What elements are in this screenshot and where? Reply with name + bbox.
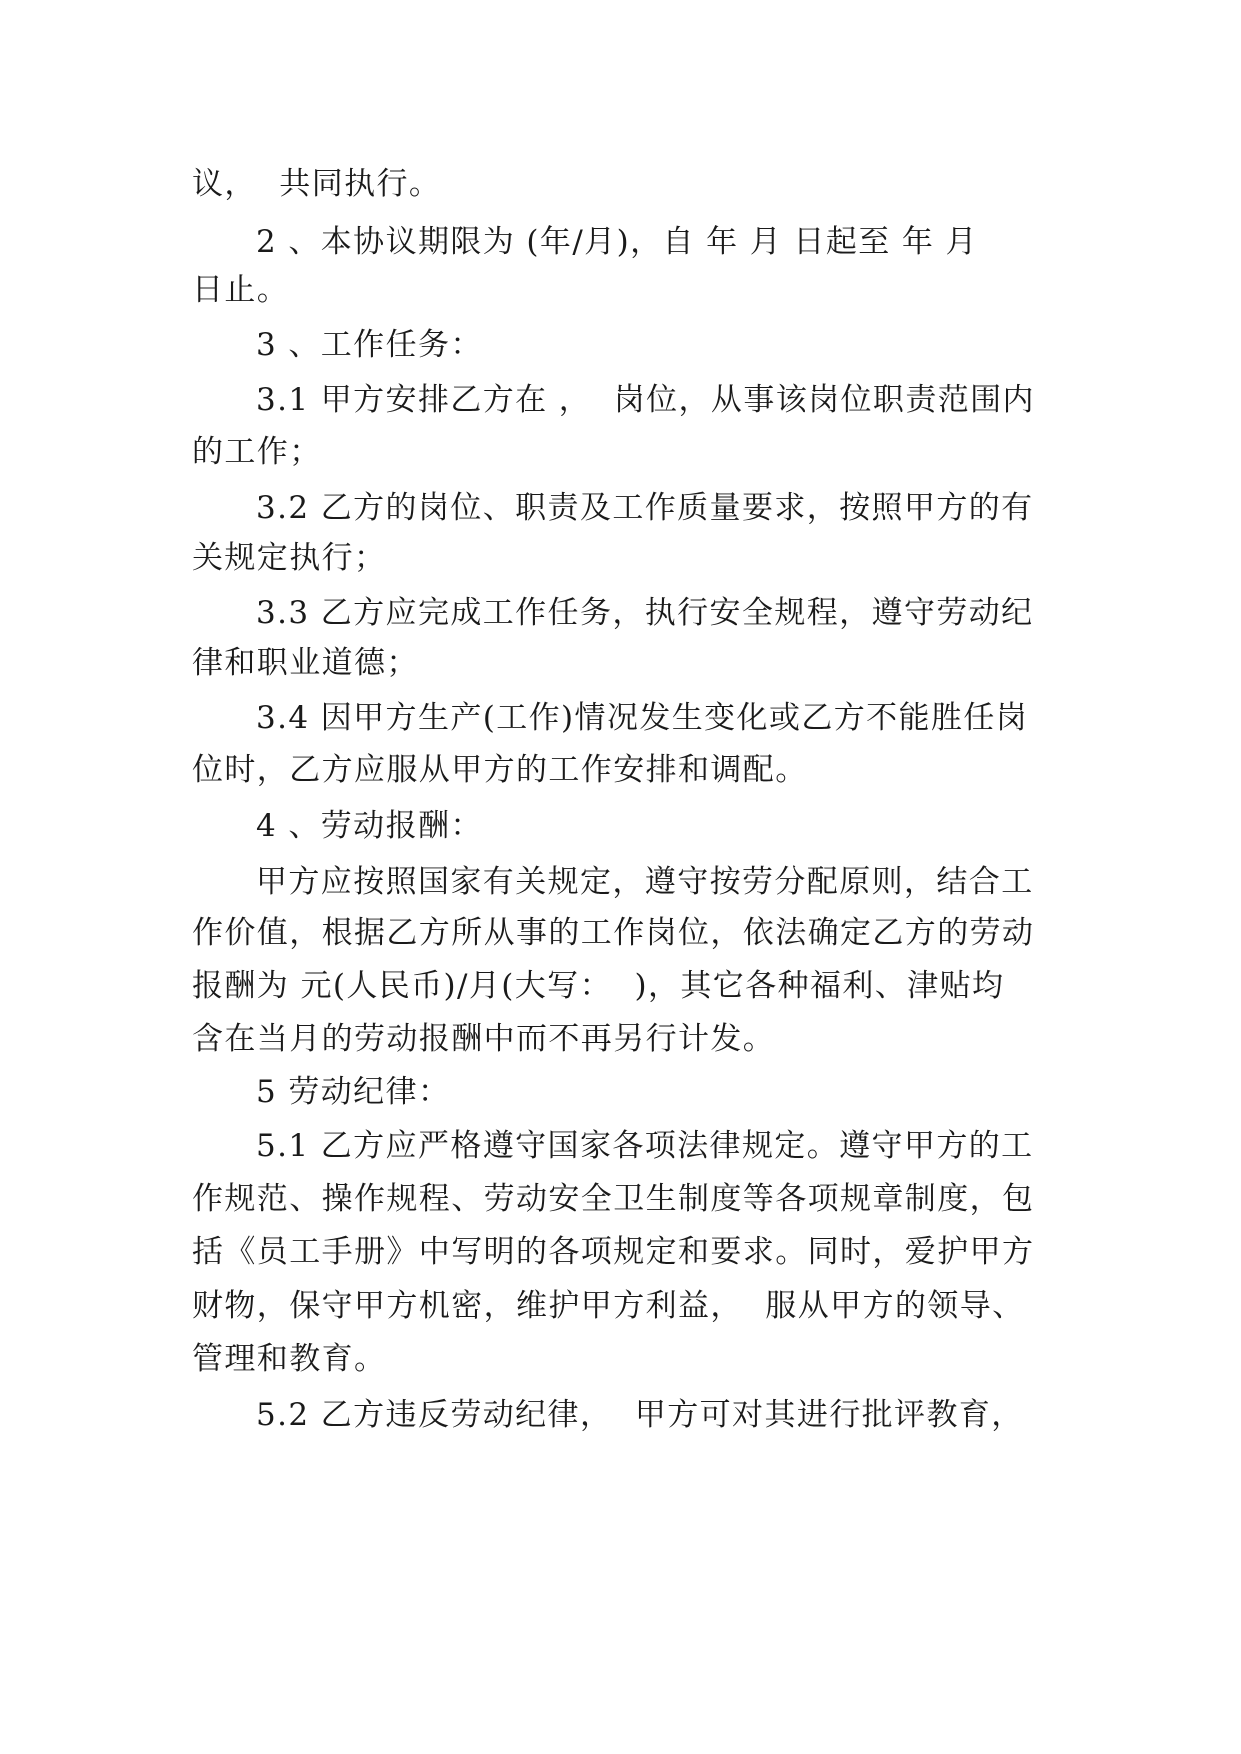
text-line: 议， 共同执行。: [192, 166, 442, 202]
text-line: 括《员工手册》中写明的各项规定和要求。同时，爱护甲方: [192, 1234, 1035, 1270]
text-line: 3.4 因甲方生产(工作)情况发生变化或乙方不能胜任岗: [256, 700, 1029, 736]
text-line: 作价值，根据乙方所从事的工作岗位，依法确定乙方的劳动: [192, 915, 1035, 951]
text-line: 3 、工作任务：: [256, 327, 483, 363]
text-line: 4 、劳动报酬：: [256, 808, 483, 844]
text-line: 的工作；: [192, 434, 322, 470]
text-line: 位时，乙方应服从甲方的工作安排和调配。: [192, 752, 808, 788]
text-line: 报酬为 元(人民币)/月(大写： )，其它各种福利、津贴均: [192, 968, 1005, 1004]
text-line: 作规范、操作规程、劳动安全卫生制度等各项规章制度，包: [192, 1181, 1035, 1217]
text-line: 管理和教育。: [192, 1341, 387, 1377]
text-line: 5 劳动纪律：: [256, 1074, 451, 1110]
text-line: 含在当月的劳动报酬中而不再另行计发。: [192, 1021, 776, 1057]
text-line: 5.2 乙方违反劳动纪律， 甲方可对其进行批评教育，: [256, 1397, 1024, 1433]
text-line: 3.3 乙方应完成工作任务，执行安全规程，遵守劳动纪: [256, 595, 1034, 631]
text-line: 3.1 甲方安排乙方在 ， 岗位，从事该岗位职责范围内: [256, 382, 1035, 418]
text-line: 关规定执行；: [192, 540, 387, 576]
text-line: 财物，保守甲方机密，维护甲方利益， 服从甲方的领导、: [192, 1288, 1025, 1324]
text-line: 甲方应按照国家有关规定，遵守按劳分配原则，结合工: [256, 864, 1034, 900]
text-line: 3.2 乙方的岗位、职责及工作质量要求，按照甲方的有: [256, 490, 1034, 526]
text-line: 律和职业道德；: [192, 645, 419, 681]
text-line: 日止。: [192, 272, 290, 308]
text-line: 5.1 乙方应严格遵守国家各项法律规定。遵守甲方的工: [256, 1128, 1034, 1164]
text-line: 2 、本协议期限为 (年/月)，自 年 月 日起至 年 月: [256, 224, 978, 260]
